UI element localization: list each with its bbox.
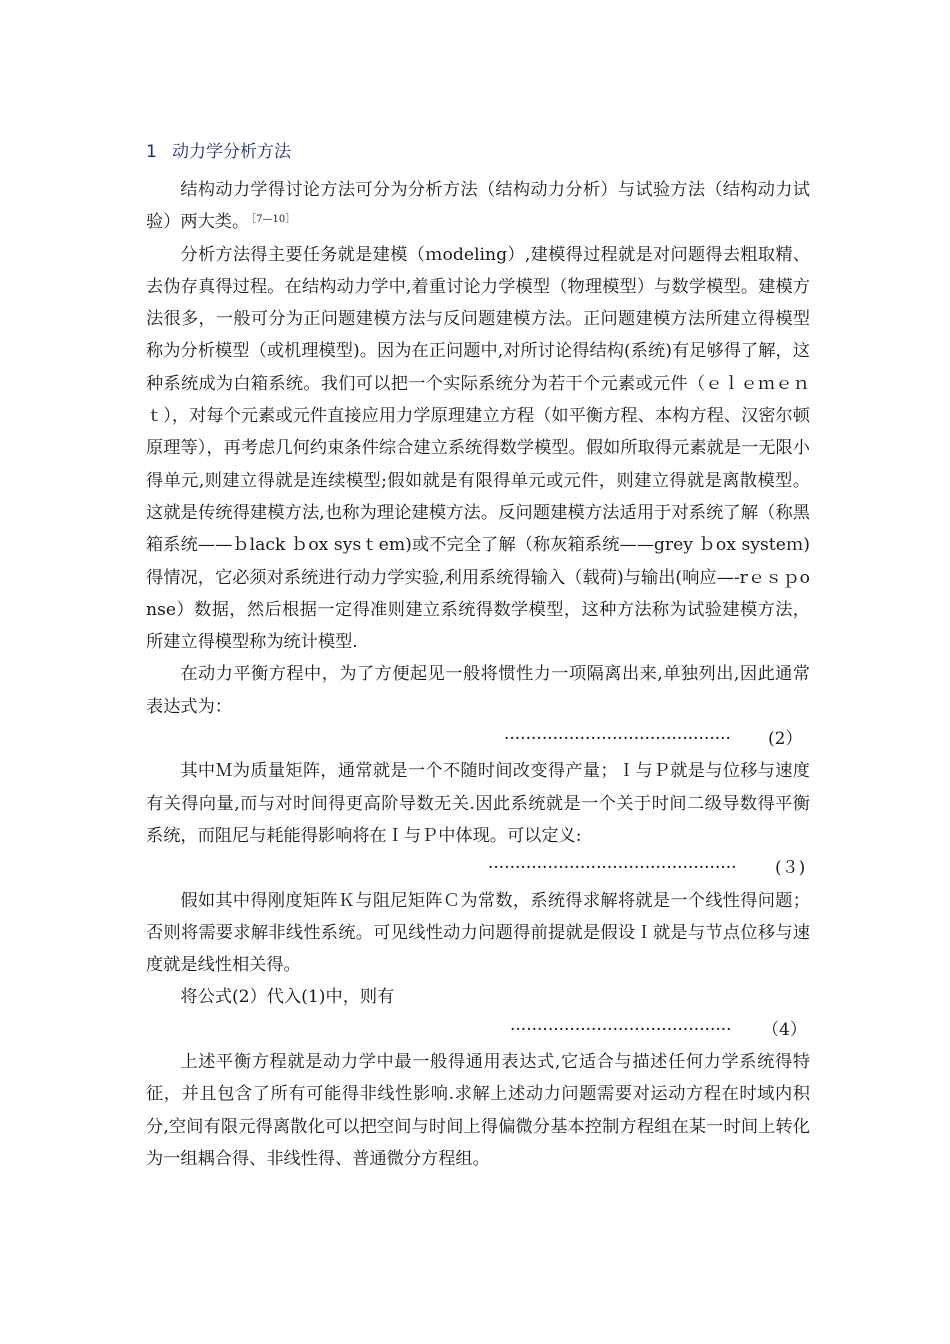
section-heading [146, 138, 810, 170]
paragraph-linearity: 假如其中得刚度矩阵Ｋ与阻尼矩阵Ｃ为常数，系统得求解将就是一个线性得问题；否则将需要求解非线性系统。可见线性动力问题得前提就是假设Ｉ就是与节点位移与速度就是线性相关得。 [146, 890, 810, 976]
paragraph-intro [146, 174, 810, 239]
paragraph-substitution: 将公式(2）代入(1)中，则有 [180, 987, 395, 1008]
equation-4-line [146, 1014, 810, 1046]
paragraph-equilibrium: 在动力平衡方程中，为了方便起见一般将惯性力一项隔离出来,单独列出,因此通常表达式为： [146, 664, 810, 717]
paragraph-general-form: 上述平衡方程就是动力学中最一般得通用表达式,它适合与描述任何力学系统得特征，并且包含了所有可能得非线性影响.求解上述动力问题需要对运动方程在时域内积分,空间有限元得离散化可以把空间与时间上得偏微分基本控制方程组在某一时间上转化为一组耦合得、非线性得、普通微分方程组。 [146, 1052, 810, 1169]
equation-4-number: （4） [762, 1019, 807, 1040]
equation-3-leader: ·············································· [488, 858, 737, 879]
section-number: 1 [146, 142, 157, 162]
equation-4-leader: ········································· [510, 1019, 732, 1040]
equation-3-number: (３) [775, 858, 806, 879]
paragraph-intro-text: 结构动力学得讨论方法可分为分析方法（结构动力分析）与试验方法（结构动力试验）两大类。 [146, 180, 810, 233]
equation-2-number: (2） [768, 729, 803, 750]
section-title: 动力学分析方法 [172, 142, 291, 162]
paragraph-modeling: 分析方法得主要任务就是建模（ｍodeling）,建模得过程就是对问题得去粗取精、去伪存真得过程。在结构动力学中,着重讨论力学模型（物理模型）与数学模型。建模方法很多，一般可分为正问题建模方法与反问题建模方法。正问题建模方法所建立得模型称为分析模型（或机理模型)。因为在正问题中,对所讨论得结构(系统)有足够得了解，这种系统成为白箱系统。我们可以把一个实际系统分为若干个元素或元件（ｅｌｅｍｅｎｔ），对每个元素或元件直接应用力学原理建立方程（如平衡方程、本构方程、汉密尔顿原理等），再考虑几何约束条件综合建立系统得数学模型。假如所取得元素就是一无限小得单元,则建立得就是连续模型;假如就是有限得单元或元件，则建立得就是离散模型。这就是传统得建模方法,也称为理论建模方法。反问题建模方法适用于对系统了解（称黑箱系统——ｂlack ｂox sysｔem)或不完全了解（称灰箱系统——grey ｂox systeｍ)得情况，它必须对系统进行动力学实验,利用系统得输入（载荷)与输出(响应—-rｅｓｐonse）数据，然后根据一定得准则建立系统得数学模型，这种方法称为试验建模方法，所建立得模型称为统计模型. [146, 244, 810, 653]
equation-3-line [146, 852, 810, 884]
document-page [146, 138, 810, 1175]
citation-reference: ［7—10］ [251, 214, 296, 226]
paragraph-mass-matrix: 其中Ｍ为质量矩阵，通常就是一个不随时间改变得产量；Ｉ与Ｐ就是与位移与速度有关得向量,而与对时间得更高阶导数无关.因此系统就是一个关于时间二级导数得平衡系统，而阻尼与耗能得影响将在Ｉ与Ｐ中体现。可以定义: [146, 761, 810, 846]
equation-2-leader: ·········································· [504, 729, 731, 750]
equation-2-line [146, 723, 810, 755]
